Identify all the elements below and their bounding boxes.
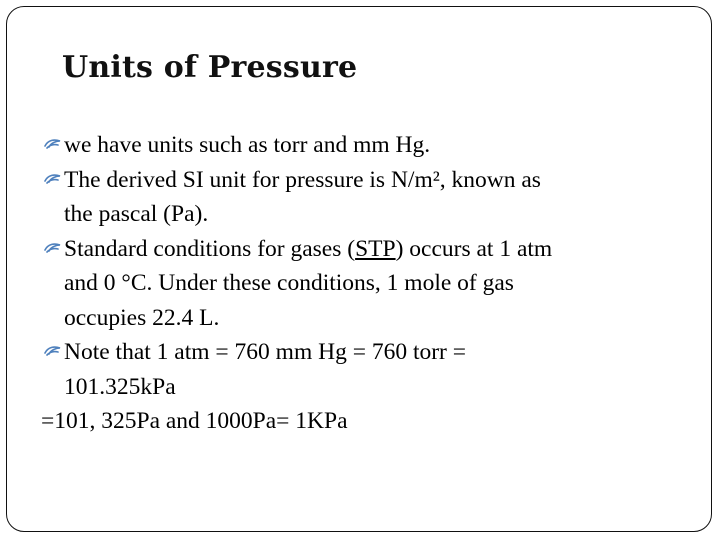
bullet-item xyxy=(44,163,684,198)
leaf-swirl-icon xyxy=(44,128,64,163)
bullet-text: The derived SI unit for pressure is N/m², known as xyxy=(64,166,541,193)
bullet-text: Note that 1 atm = 760 mm Hg = 760 torr = xyxy=(64,339,467,365)
bullet-text-part: Standard conditions for gases ( xyxy=(64,235,356,262)
leaf-swirl-icon xyxy=(44,163,64,198)
bullet-continuation: 101.325kPa xyxy=(64,373,176,400)
bullet-text xyxy=(64,232,552,267)
slide-title: Units of Pressure xyxy=(62,50,358,85)
leaf-swirl-icon xyxy=(44,335,64,370)
leaf-swirl-icon xyxy=(44,232,64,267)
stp-abbreviation: STP xyxy=(355,235,396,262)
bullet-continuation: and 0 °C. Under these conditions, 1 mole of gas xyxy=(64,270,514,296)
bullet-item xyxy=(44,128,684,163)
bullet-continuation: the pascal (Pa). xyxy=(64,201,209,227)
bullet-item xyxy=(44,335,684,370)
bullet-list xyxy=(41,128,684,439)
bullet-continuation: occupies 22.4 L. xyxy=(64,304,220,331)
trailing-line: =101, 325Pa and 1000Pa= 1KPa xyxy=(41,408,348,434)
bullet-text: we have units such as torr and mm Hg. xyxy=(64,132,431,158)
bullet-text-part: ) occurs at 1 atm xyxy=(395,235,553,262)
bullet-item xyxy=(44,232,684,267)
